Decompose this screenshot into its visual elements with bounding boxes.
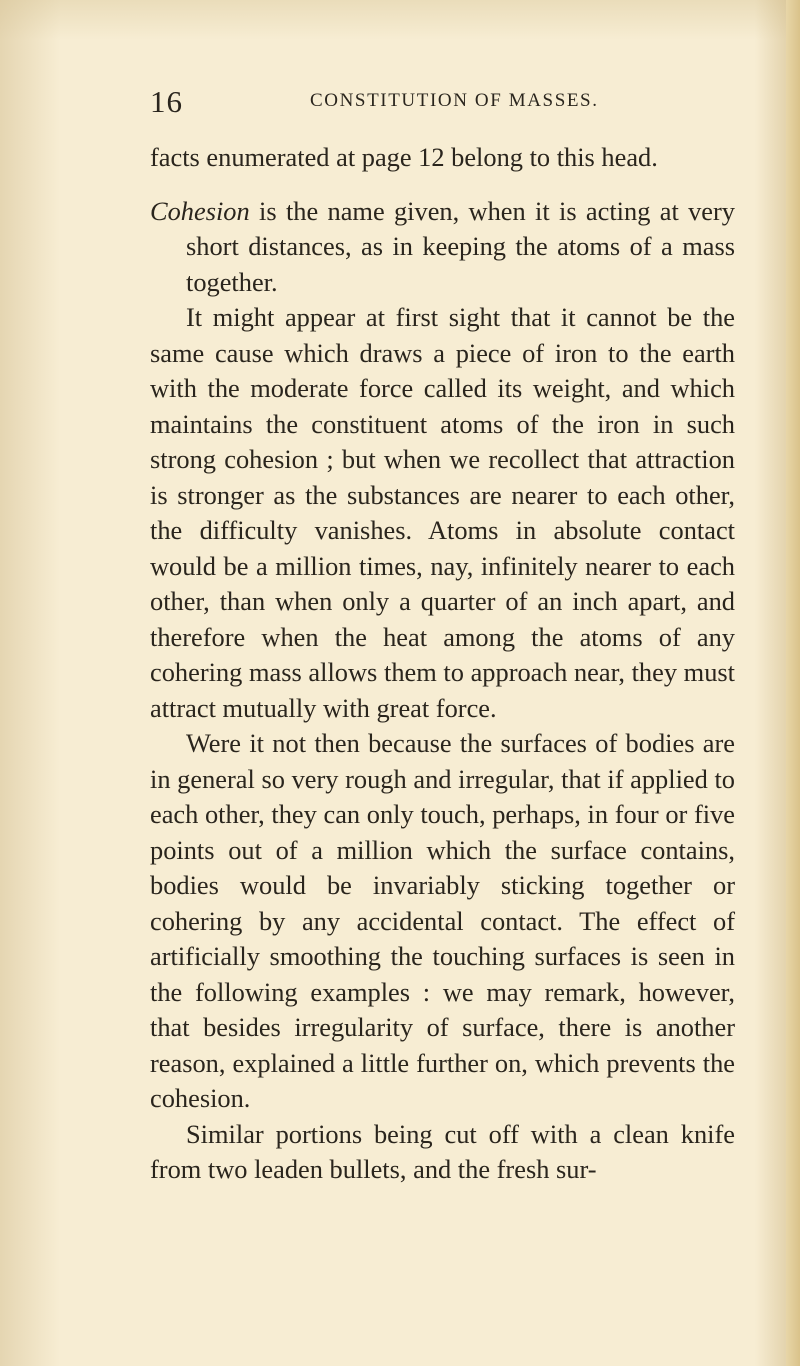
paragraph-surfaces: Were it not then because the surfaces of bodies are in general so very rough and irregular, that if applied to each other, they can only touch, perhaps, in four or five points out of a million which the surface contains, bodies would be invariably sticking together or cohering by any accidental contact. The effect of artificially smoothing the touching surfaces is seen in the following examples : we may remark, however, that besides irregularity of surface, there is another reason, explained a little further on, which prevents the cohesion.: [150, 728, 735, 1113]
definition-text: is the name given, when it is acting at very short distances, as in keeping the atoms of a mass together.: [186, 195, 735, 297]
paragraph-cohesion-definition: [150, 194, 735, 301]
page-number: 16: [150, 84, 183, 119]
running-head: CONSTITUTION OF MASSES.: [310, 90, 599, 111]
paragraph-leaden-bullets: Similar portions being cut off with a clean knife from two leaden bullets, and the fresh sur-: [150, 1118, 735, 1184]
page-header: [150, 84, 750, 124]
page-edge: [786, 0, 800, 1366]
term-cohesion: Cohesion: [150, 195, 250, 226]
paragraph-attraction: It might appear at first sight that it cannot be the same cause which draws a piece of iron to the earth with the moderate force called its weight, and which maintains the constituent atoms of the iron in such strong cohesion ; but when we recollect that attraction is stronger as the substances are nearer to each other, the difficulty vanishes. Atoms in absolute contact would be a million times, nay, infinitely nearer to each other, than when only a quarter of an inch apart, and therefore when the heat among the atoms of any cohering mass allows them to approach near, they must attract mutually with great force.: [150, 302, 735, 723]
paragraph-continuation: facts enumerated at page 12 belong to this head.: [150, 142, 658, 172]
body-text: [150, 140, 735, 1188]
